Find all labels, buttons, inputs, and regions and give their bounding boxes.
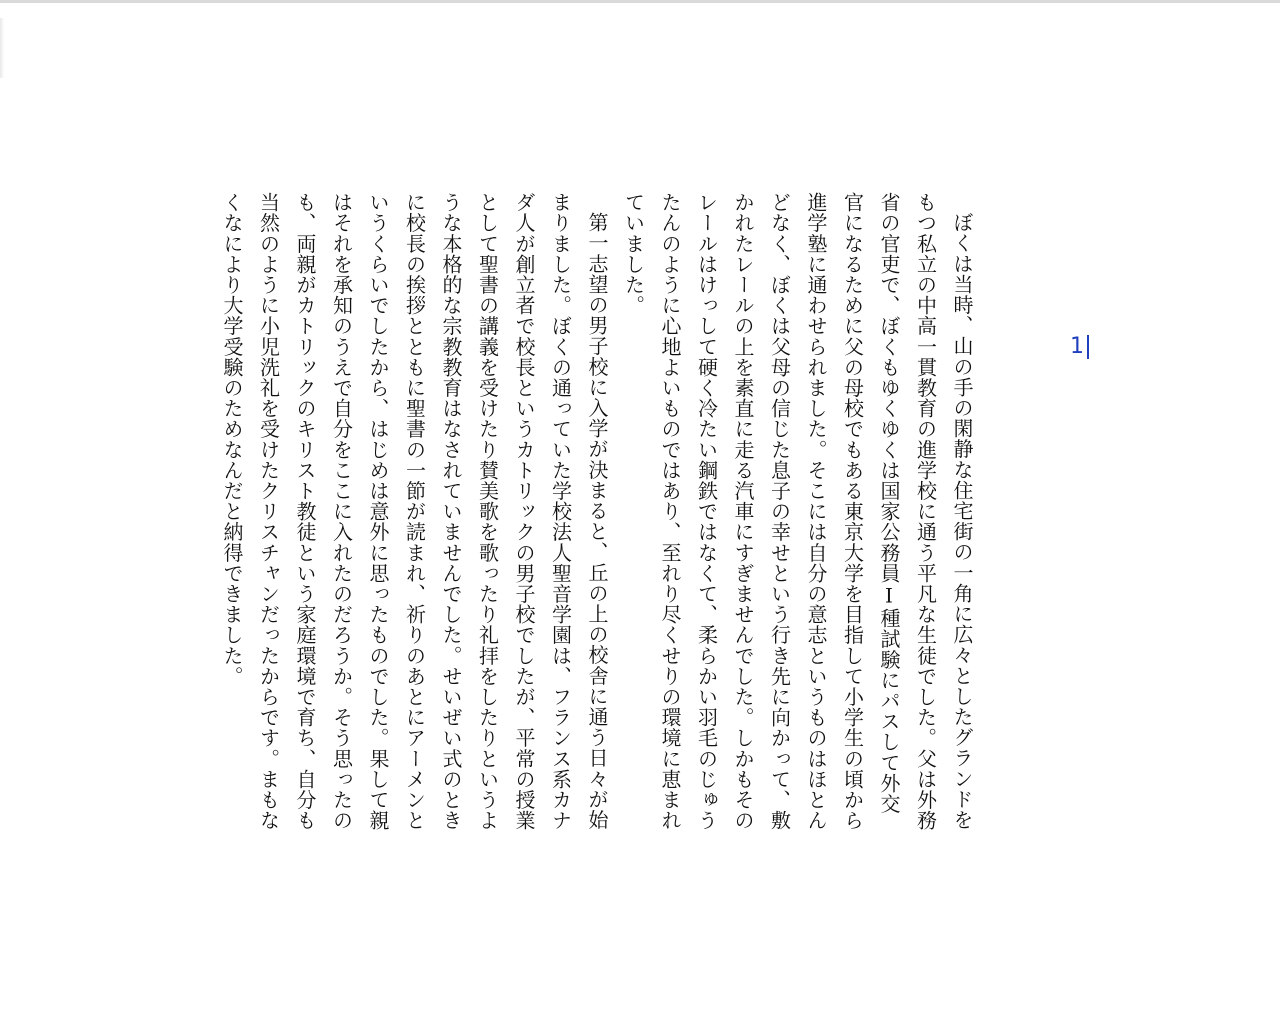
page-marker xyxy=(1070,334,1089,360)
paragraph: ぼくは当時、山の手の閑静な住宅街の一角に広々としたグランドをもつ私立の中高一貫教育の進学校に通う平凡な生徒でした。父は外務省の官吏で、ぼくもゆくゆくは国家公務員Ⅰ種試験にパスして外交官になるために父の母校でもある東京大学を目指して小学生の頃から進学塾に通わせられました。そこには自分の意志というものはほとんどなく、ぼくは父母の信じた息子の幸せという行き先に向かって、敷かれたレールの上を素直に走る汽車にすぎませんでした。しかもそのレールはけっして硬く冷たい鋼鉄ではなくて、柔らかい羽毛のじゅうたんのように心地よいものではあり、至れり尽くせりの環境に恵まれていました。 xyxy=(621,192,974,831)
top-border xyxy=(0,0,1280,3)
paragraph: 第一志望の男子校に入学が決まると、丘の上の校舎に通う日々が始まりました。ぼくの通っていた学校法人聖音学園は、フランス系カナダ人が創立者で校長というカトリックの男子校でしたが、平常の授業として聖書の講義を受けたり賛美歌を歌ったり礼拝をしたりというような本格的な宗教教育はなされていませんでした。せいぜい式のときに校長の挨拶とともに聖書の一節が読まれ、祈りのあとにアーメンというくらいでしたから、はじめは意外に思ったものでした。果して親はそれを承知のうえで自分をここに入れたのだろうか。そう思ったのも、両親がカトリックのキリスト教徒という家庭環境で育ち、自分も当然のように小児洗礼を受けたクリスチャンだったからです。まもなくなにより大学受験のためなんだと納得できました。 xyxy=(220,192,609,831)
left-edge-shadow xyxy=(0,18,4,78)
text-cursor-icon xyxy=(1087,335,1089,359)
page-number: 1 xyxy=(1070,334,1084,359)
vertical-text-body xyxy=(214,192,981,832)
